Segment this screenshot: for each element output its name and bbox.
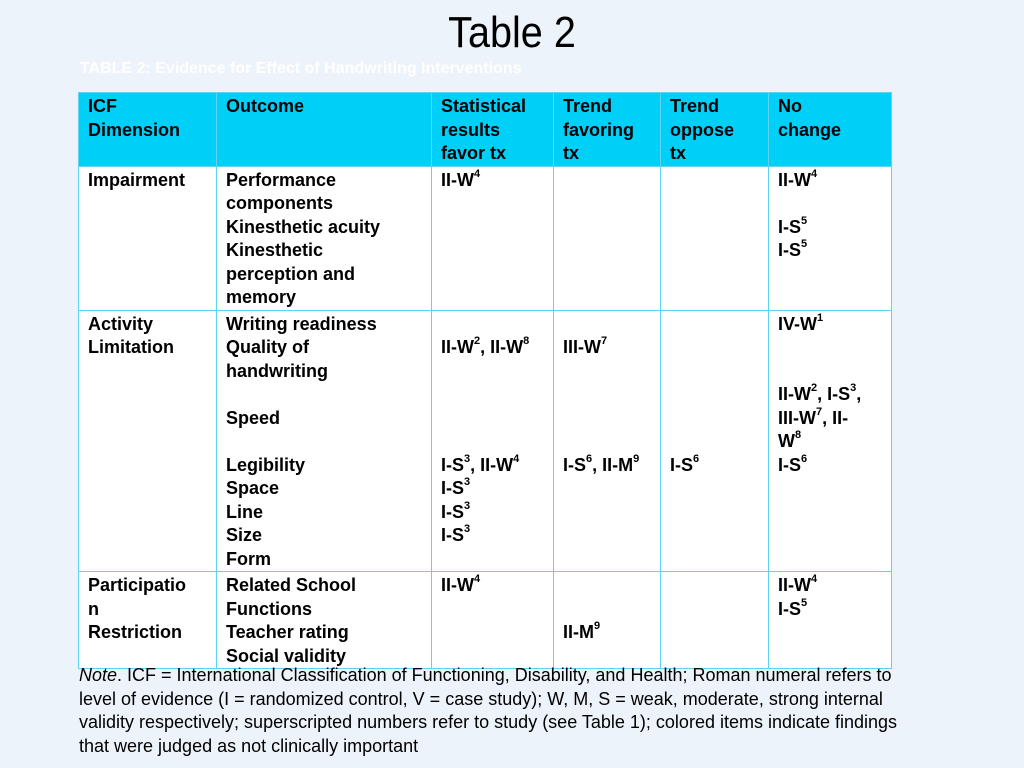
evidence-entry: $I-S^3$ [441,499,471,522]
table-note [79,664,909,758]
evidence-entry: $I-S^5$ [778,238,808,260]
dimension-cell: Activity Limitation [79,310,217,572]
header-statistical-results: Statistical results favor tx [432,93,554,167]
evidence-entry: $I-S^6$ [778,452,808,475]
dimension-cell: Participatio n Restriction [79,572,217,669]
evidence-entry: $II-W^4$ [441,167,481,190]
table-row-participation [79,572,892,669]
evidence-entry: $I-S^5$ [778,596,808,619]
dimension-cell: Impairment [79,166,217,310]
trend-oppose-cell [661,310,769,572]
evidence-entry: $II-W^4$ [778,573,818,595]
no-change-cell [769,166,892,310]
stat-cell [432,572,554,669]
evidence-entry: $II-M^9$ [563,620,601,642]
trend-favor-cell [554,572,661,669]
evidence-entry: $II-W^4$ [778,167,818,190]
header-outcome: Outcome [217,93,432,167]
evidence-entry: $II-W^2$, $II-W^8$ [441,335,530,357]
no-change-cell [769,572,892,669]
evidence-entry: $I-S^3$, $II-W^4$ [441,452,520,475]
header-no-change: No change [769,93,892,167]
note-label: Note [79,665,118,685]
stat-cell [432,310,554,572]
slide-title: Table 2 [448,8,576,57]
evidence-entry: $IV-W^1$ [778,311,824,334]
trend-favor-cell [554,310,661,572]
evidence-entry: $I-S^5$ [778,214,808,237]
note-text: . ICF = International Classification of Functioning, Disability, and Health; Roman numeral refers to level of evidence (I = randomized control, V = case study); W, M, S = weak, moderate, strong internal validity respectively; superscripted numbers refer to study (see Table 1); colored items indicate findings that were judged as not clinically important [79,665,898,756]
evidence-entry: III-$W^7$, II- [778,405,849,428]
header-trend-oppose: Trend oppose tx [661,93,769,167]
header-trend-favoring: Trend favoring tx [554,93,661,167]
evidence-entry: $II-W^4$ [441,573,481,595]
trend-favor-cell [554,166,661,310]
table-row-impairment [79,166,892,310]
trend-oppose-cell [661,572,769,669]
no-change-cell [769,310,892,572]
outcome-cell: Writing readiness Quality of handwriting Speed Legibility Space Line Size Form [217,310,432,572]
evidence-entry: $I-S^3$ [441,476,471,498]
header-icf-dimension: ICF Dimension [79,93,217,167]
evidence-entry: III-$W^7$ [563,335,608,357]
outcome-cell: Performance components Kinesthetic acuity Kinesthetic perception and memory [217,166,432,310]
table-caption: TABLE 2: Evidence for Effect of Handwriting Interventions [80,60,522,77]
evidence-entry: $I-S^3$ [441,523,471,545]
evidence-entry: $W^8$ [778,429,802,451]
trend-oppose-cell [661,166,769,310]
stat-cell [432,166,554,310]
evidence-entry: $I-S^6$ [670,452,700,475]
outcome-cell: Related School Functions Teacher rating Social validity [217,572,432,669]
evidence-entry: $I-S^6$, $II-M^9$ [563,452,640,475]
evidence-entry: $II-W^2$, $I-S^3$, [778,382,862,404]
evidence-table [78,92,892,669]
table-header-row [79,93,892,167]
table-row-activity [79,310,892,572]
